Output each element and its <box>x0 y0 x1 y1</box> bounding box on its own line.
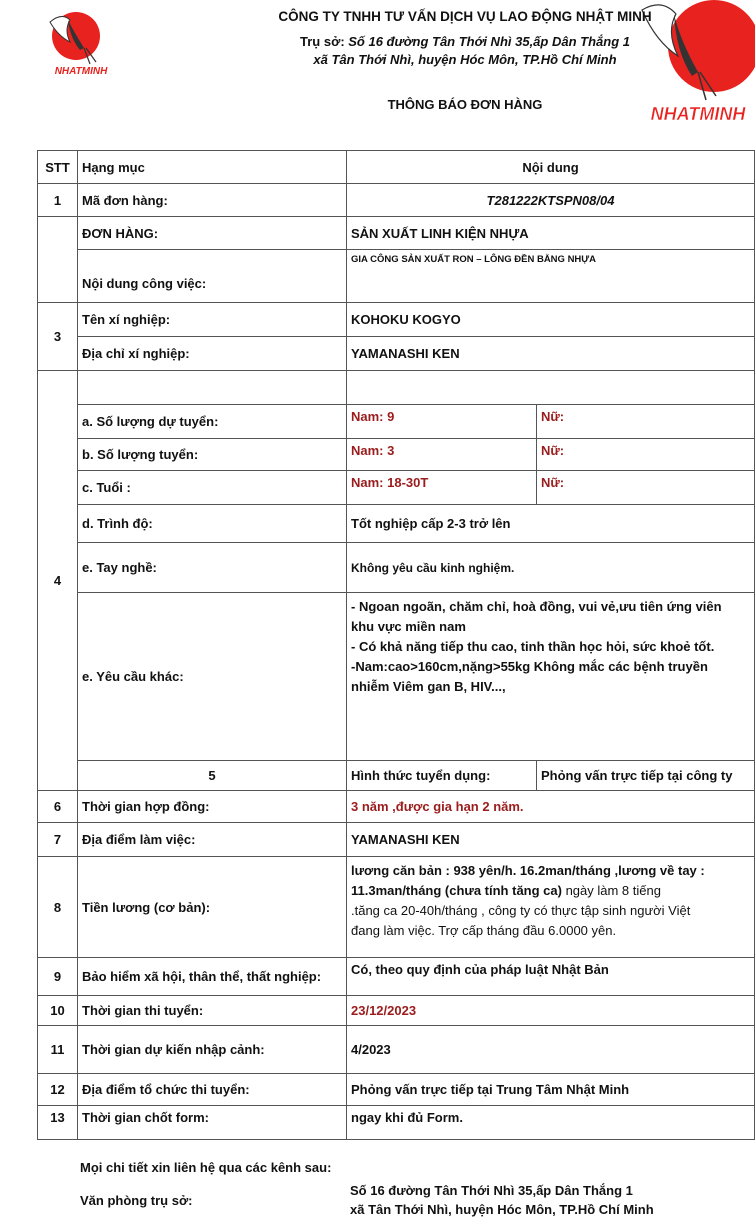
requirement-line: khu vực miền nam <box>351 619 466 634</box>
logo-text-left: NHATMINH <box>54 66 108 76</box>
male-count: Nam: 9 <box>347 405 537 439</box>
insurance: Có, theo quy định của pháp luật Nhật Bản <box>347 958 755 996</box>
address-line1: Số 16 đường Tân Thới Nhì 35,ấp Dân Thắng 1 <box>348 34 630 49</box>
header-content: Nội dung <box>347 151 755 184</box>
salary-line: đang làm việc. Trợ cấp tháng đầu 6.0000 yên. <box>351 923 617 938</box>
item-label: c. Tuổi : <box>78 471 347 505</box>
requirement-line: nhiễm Viêm gan B, HIV..., <box>351 679 506 694</box>
table-row <box>38 217 755 250</box>
stt-cell: 11 <box>38 1026 78 1074</box>
header-item: Hạng mục <box>78 151 347 184</box>
table-row <box>38 791 755 823</box>
table-row <box>38 250 755 303</box>
item-label: Mã đơn hàng: <box>78 184 347 217</box>
address-prefix: Trụ sở: <box>300 34 349 49</box>
stt-cell: 12 <box>38 1074 78 1106</box>
item-label: Địa điểm làm việc: <box>78 823 347 857</box>
table-row <box>38 371 755 405</box>
table-row <box>38 823 755 857</box>
requirement-line: -Nam:cao>160cm,nặng>55kg Không mắc các bệnh truyền <box>351 659 708 674</box>
stt-cell: 7 <box>38 823 78 857</box>
company-name: CÔNG TY TNHH TƯ VẤN DỊCH VỤ LAO ĐỘNG NHẬT MINH <box>278 9 652 24</box>
item-label: a. Số lượng dự tuyển: <box>78 405 347 439</box>
item-label: Bảo hiểm xã hội, thân thể, thất nghiệp: <box>78 958 347 996</box>
table-row <box>38 405 755 439</box>
entry-date: 4/2023 <box>347 1026 755 1074</box>
work-location: YAMANASHI KEN <box>347 823 755 857</box>
exam-location: Phỏng vấn trực tiếp tại Trung Tâm Nhật Minh <box>347 1074 755 1106</box>
office-address-line2: xã Tân Thới Nhì, huyện Hóc Môn, TP.Hồ Chí Minh <box>350 1202 654 1217</box>
empty-cell <box>347 371 755 405</box>
table-row <box>38 1074 755 1106</box>
stt-cell: 8 <box>38 857 78 958</box>
company-jp-name: KOHOKU KOGYO <box>347 303 755 337</box>
item-label: Thời gian chốt form: <box>78 1106 347 1140</box>
male-age: Nam: 18-30T <box>347 471 537 505</box>
contract-duration: 3 năm ,được gia hạn 2 năm. <box>347 791 755 823</box>
item-label: e. Yêu cầu khác: <box>78 593 347 761</box>
stt-cell-empty <box>38 217 78 303</box>
table-row <box>38 505 755 543</box>
item-label: Nội dung công việc: <box>78 250 347 303</box>
exam-date: 23/12/2023 <box>347 996 755 1026</box>
salary-line: lương căn bản : 938 yên/h. 16.2man/tháng ,lương về tay : <box>351 863 705 878</box>
company-logo-left <box>40 8 122 76</box>
female-age: Nữ: <box>537 471 755 505</box>
item-label: Hình thức tuyển dụng: <box>347 761 537 791</box>
company-jp-address: YAMANASHI KEN <box>347 337 755 371</box>
requirement-line: - Có khả năng tiếp thu cao, tinh thần học hỏi, sức khoẻ tốt. <box>351 639 715 654</box>
stt-cell: 13 <box>38 1106 78 1140</box>
item-label: Thời gian dự kiến nhập cảnh: <box>78 1026 347 1074</box>
company-address-line2: xã Tân Thới Nhì, huyện Hóc Môn, TP.Hồ Chí Minh <box>313 52 617 67</box>
table-row <box>38 184 755 217</box>
salary-line: 11.3man/tháng (chưa tính tăng ca) <box>351 883 562 898</box>
form-deadline: ngay khi đủ Form. <box>347 1106 755 1140</box>
stt-cell: 4 <box>38 371 78 791</box>
table-row <box>38 337 755 371</box>
table-header-row <box>38 151 755 184</box>
office-label: Văn phòng trụ sở: <box>80 1193 193 1208</box>
table-row <box>38 1106 755 1140</box>
table-row <box>38 761 755 791</box>
order-table <box>37 150 755 1140</box>
table-row <box>38 303 755 337</box>
salary-line: .tăng ca 20-40h/tháng , công ty có thực tập sinh người Việt <box>351 903 691 918</box>
stt-cell: 3 <box>38 303 78 371</box>
job-content: GIA CÔNG SẢN XUẤT RON – LÔNG ĐỀN BẰNG NHỰA <box>347 250 755 303</box>
item-label: Thời gian thi tuyển: <box>78 996 347 1026</box>
header-stt: STT <box>38 151 78 184</box>
education-level: Tốt nghiệp cấp 2-3 trở lên <box>347 505 755 543</box>
table-row <box>38 439 755 471</box>
item-label: Địa chỉ xí nghiệp: <box>78 337 347 371</box>
recruit-method: Phỏng vấn trực tiếp tại công ty <box>537 761 755 791</box>
office-address-line1: Số 16 đường Tân Thới Nhì 35,ấp Dân Thắng 1 <box>350 1183 633 1198</box>
table-row <box>38 471 755 505</box>
female-count: Nữ: <box>537 439 755 471</box>
requirement-line: - Ngoan ngoãn, chăm chỉ, hoà đồng, vui vẻ,ưu tiên ứng viên <box>351 599 722 614</box>
item-label: Địa điểm tổ chức thi tuyển: <box>78 1074 347 1106</box>
table-row <box>38 958 755 996</box>
order-type: SẢN XUẤT LINH KIỆN NHỰA <box>347 217 755 250</box>
stt-cell: 1 <box>38 184 78 217</box>
contact-intro: Mọi chi tiết xin liên hệ qua các kênh sau: <box>80 1160 332 1175</box>
item-label: e. Tay nghề: <box>78 543 347 593</box>
table-row <box>38 593 755 761</box>
table-row <box>38 1026 755 1074</box>
item-label: Tên xí nghiệp: <box>78 303 347 337</box>
company-address-line1 <box>250 34 680 49</box>
table-row <box>38 857 755 958</box>
item-label: b. Số lượng tuyển: <box>78 439 347 471</box>
stt-cell: 9 <box>38 958 78 996</box>
stt-cell: 5 <box>78 761 347 791</box>
order-code: T281222KTSPN08/04 <box>347 184 755 217</box>
male-count: Nam: 3 <box>347 439 537 471</box>
salary-line: ngày làm 8 tiếng <box>561 883 661 898</box>
item-label: Thời gian hợp đồng: <box>78 791 347 823</box>
table-row <box>38 543 755 593</box>
item-label: d. Trình độ: <box>78 505 347 543</box>
item-label: Tiền lương (cơ bản): <box>78 857 347 958</box>
item-label: ĐƠN HÀNG: <box>78 217 347 250</box>
logo-text-right: NHATMINH <box>650 104 746 124</box>
empty-cell <box>78 371 347 405</box>
other-requirements <box>347 593 755 761</box>
page-title: THÔNG BÁO ĐƠN HÀNG <box>387 97 543 112</box>
table-row <box>38 996 755 1026</box>
stt-cell: 10 <box>38 996 78 1026</box>
skill-requirement: Không yêu cầu kinh nghiệm. <box>347 543 755 593</box>
stt-cell: 6 <box>38 791 78 823</box>
salary-details <box>347 857 755 958</box>
female-count: Nữ: <box>537 405 755 439</box>
